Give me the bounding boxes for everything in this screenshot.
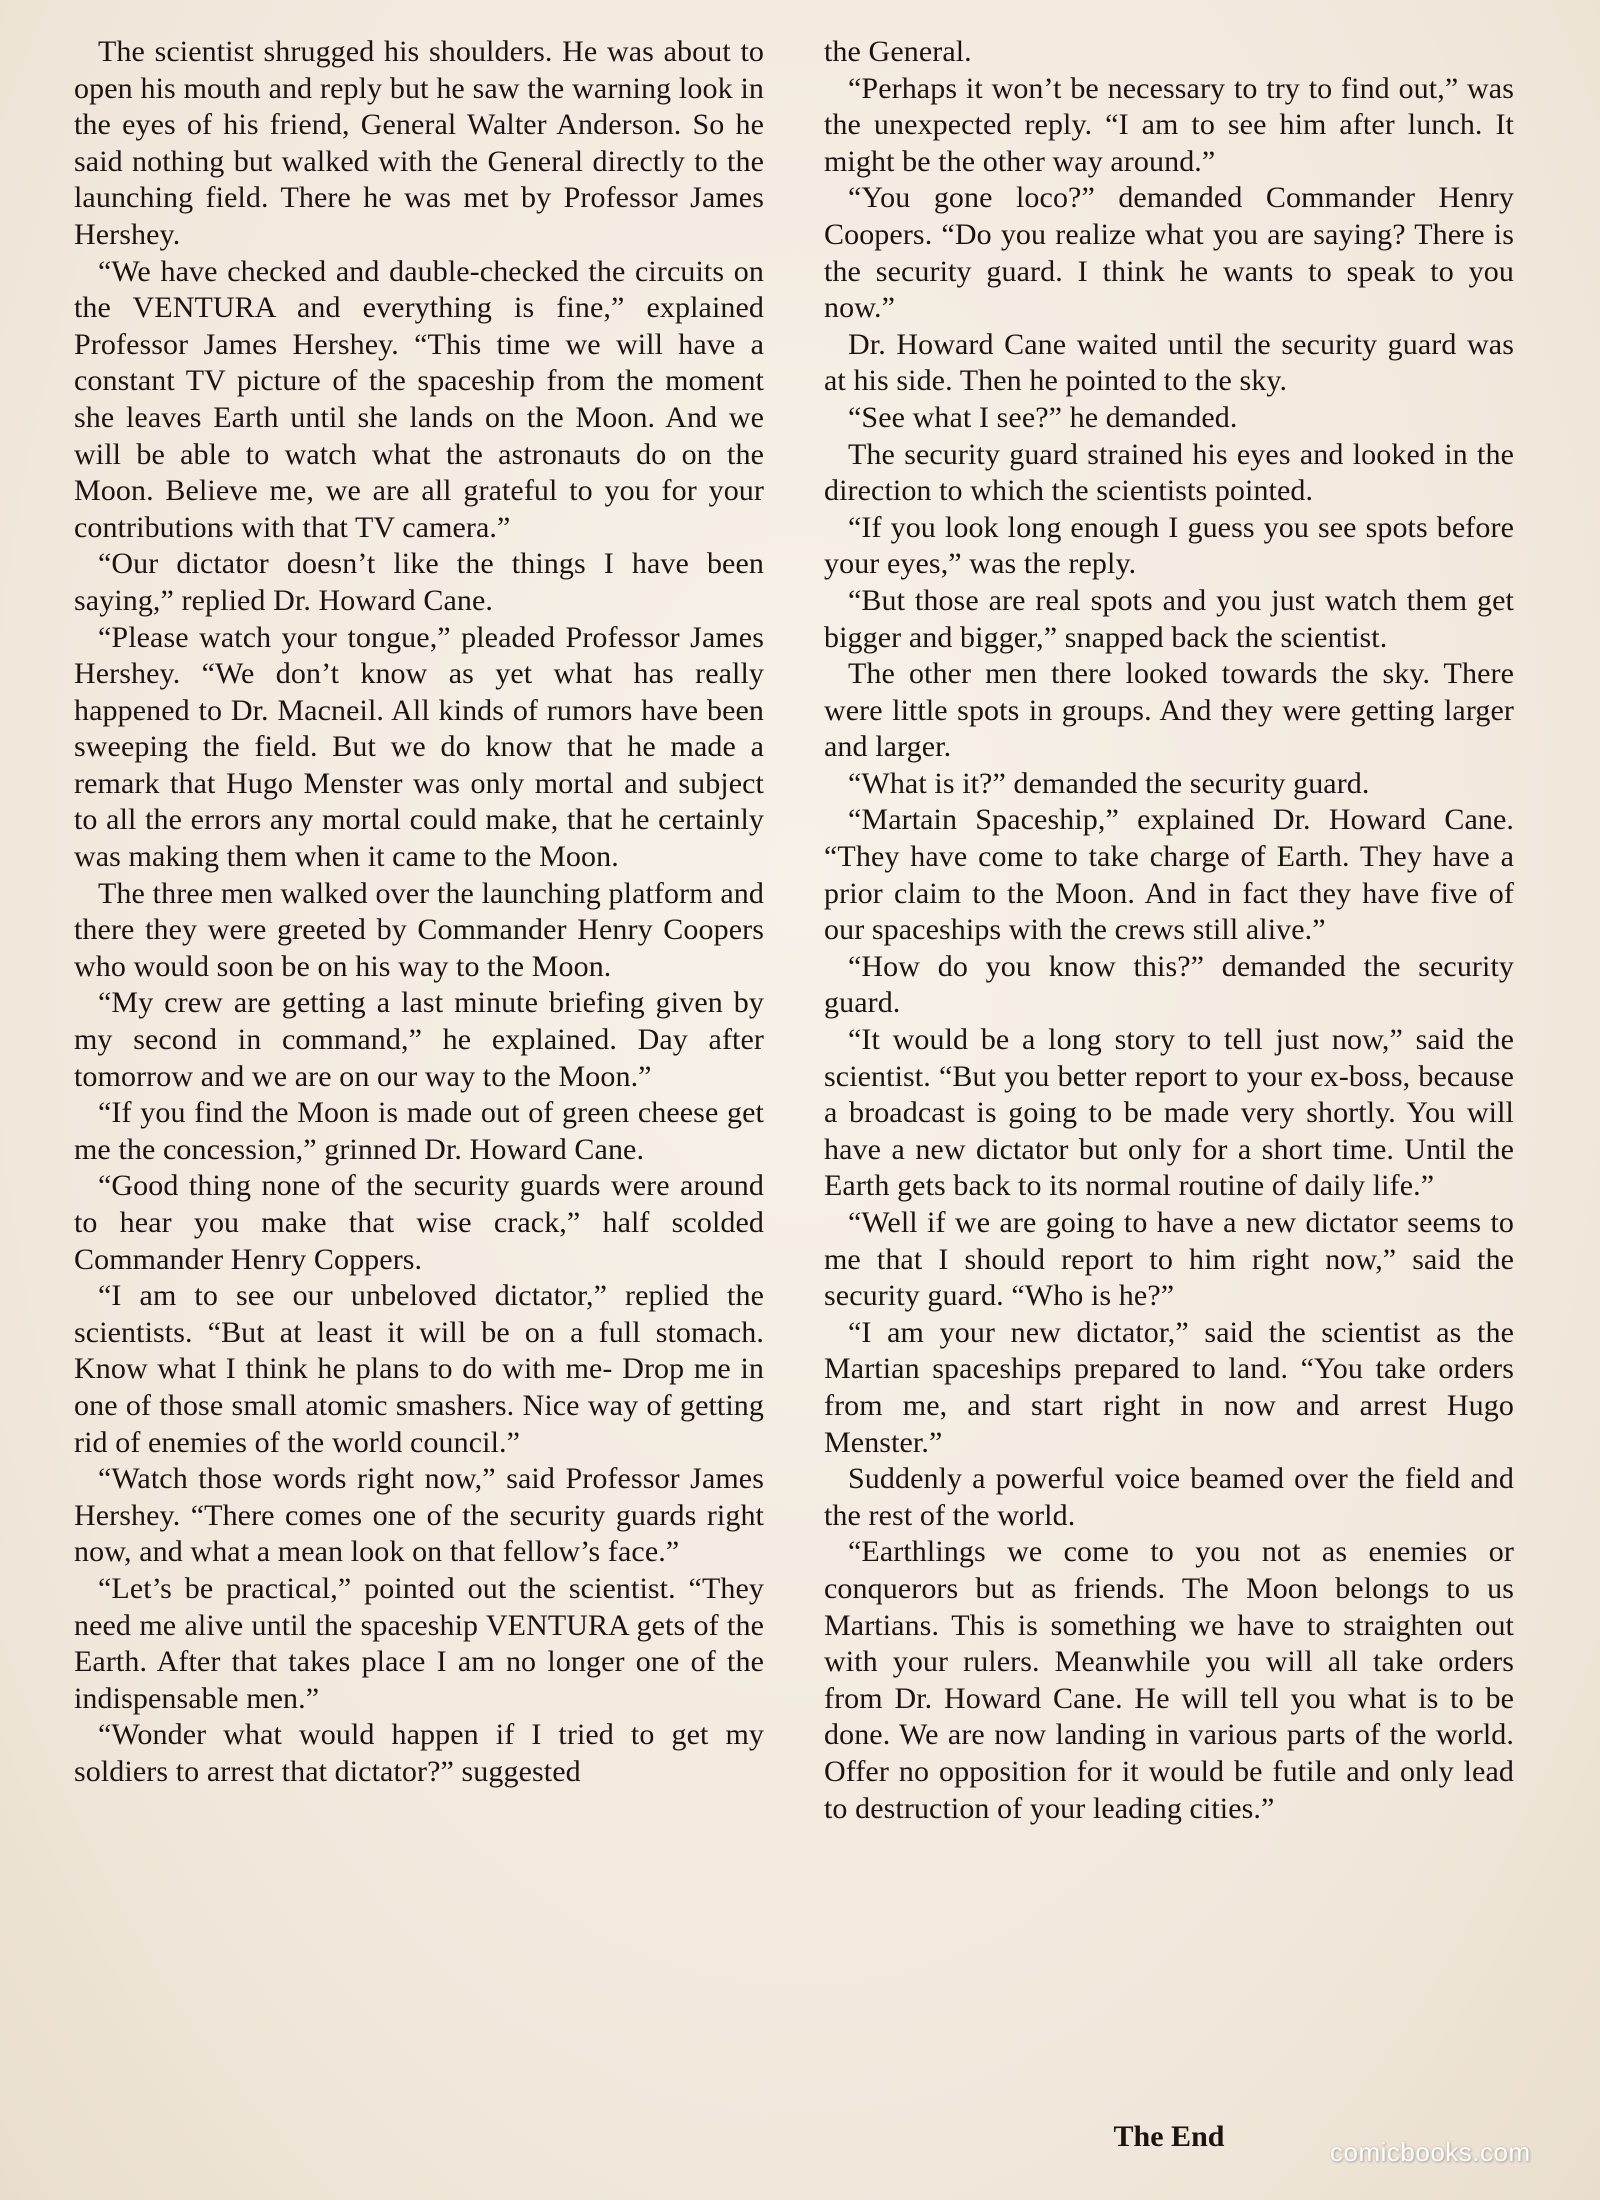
watermark: comicbooks.com (1330, 2137, 1531, 2167)
story-paragraph: “Good thing none of the security guards were around to hear you make that wise crack,” half scolded Commander Henry Coppers. (74, 1169, 764, 1276)
story-paragraph: Dr. Howard Cane waited until the security guard was at his side. Then he pointed to the sky. (824, 327, 1514, 398)
story-paragraph: the General. (824, 35, 972, 68)
story-paragraph: The scientist shrugged his shoulders. He was about to open his mouth and reply but he saw the warning look in the eyes of his friend, General Walter Anderson. So he said nothing but walked with the General directly to the launching field. There he was met by Professor James Hershey. (74, 35, 764, 251)
story-paragraph: The security guard strained his eyes and looked in the direction to which the scientists pointed. (824, 437, 1514, 508)
story-paragraph: “Well if we are going to have a new dictator seems to me that I should report to him right now,” said the security guard. “Who is he?” (824, 1206, 1514, 1313)
story-paragraph: “Watch those words right now,” said Professor James Hershey. “There comes one of the security guards right now, and what a mean look on that fellow’s face.” (74, 1462, 764, 1569)
story-paragraph: “Earthlings we come to you not as enemies or conquerors but as friends. The Moon belongs to us Martians. This is something we have to straighten out with your rulers. Meanwhile you will all take orders from Dr. Howard Cane. He will tell you what is to be done. We are now landing in various parts of the world. Offer no opposition for it would be futile and only lead to destruction of your leading cities.” (824, 1535, 1514, 1825)
text-column-left (74, 34, 764, 1791)
story-paragraph: “I am to see our unbeloved dictator,” replied the scientists. “But at least it will be on a full stomach. Know what I think he plans to do with me- Drop me in one of those small atomic smashers. Nice way of getting rid of enemies of the world council.” (74, 1279, 764, 1459)
story-paragraph: “What is it?” demanded the security guard. (848, 766, 1370, 800)
story-paragraph: “It would be a long story to tell just now,” said the scientist. “But you better report to your ex-boss, because a broadcast is going to be made very shortly. You will have a new dictator but only for a short time. Until the Earth gets back to its normal routine of daily life.” (824, 1023, 1514, 1203)
story-paragraph: “Martain Spaceship,” explained Dr. Howard Cane. “They have come to take charge of Earth. They have a prior claim to the Moon. And in fact they have five of our spaceships with the crews still alive.” (824, 803, 1514, 947)
story-paragraph: “But those are real spots and you just watch them get bigger and bigger,” snapped back the scientist. (824, 583, 1514, 654)
story-paragraph: The other men there looked towards the sky. There were little spots in groups. And they were getting larger and larger. (824, 657, 1514, 764)
story-paragraph: “Our dictator doesn’t like the things I have been saying,” replied Dr. Howard Cane. (74, 547, 764, 617)
story-paragraph: “Perhaps it won’t be necessary to try to find out,” was the unexpected reply. “I am to see him after lunch. It might be the other way around.” (824, 71, 1514, 178)
the-end-label: The End (1113, 2120, 1225, 2153)
story-paragraph: “See what I see?” he demanded. (848, 400, 1238, 434)
story-paragraph: “Please watch your tongue,” pleaded Professor James Hershey. “We don’t know as yet what has really happened to Dr. Macneil. All kinds of rumors have been sweeping the field. But we do know that he made a remark that Hugo Menster was only mortal and subject to all the errors any mortal could make, that he certainly was making them when it came to the Moon. (74, 620, 764, 874)
story-paragraph: “We have checked and dauble-checked the circuits on the VENTURA and everything is fine,” explained Professor James Hershey. “This time we will have a constant TV picture of the spaceship from the moment she leaves Earth until she lands on the Moon. And we will be able to watch what the astronauts do on the Moon. Believe me, we are all grateful to you for your contributions with that TV camera.” (74, 254, 764, 544)
story-paragraph: “You gone loco?” demanded Commander Henry Coopers. “Do you realize what you are saying? There is the security guard. I think he wants to speak to you now.” (824, 181, 1514, 325)
story-paragraph: “Wonder what would happen if I tried to get my soldiers to arrest that dictator?” suggested (74, 1718, 764, 1788)
story-paragraph: “If you look long enough I guess you see spots before your eyes,” was the reply. (824, 510, 1514, 581)
story-paragraph: “How do you know this?” demanded the security guard. (824, 949, 1514, 1020)
story-paragraph: “Let’s be practical,” pointed out the scientist. “They need me alive until the spaceship VENTURA gets of the Earth. After that takes place I am no longer one of the indispensable men.” (74, 1571, 764, 1715)
story-paragraph: “I am your new dictator,” said the scientist as the Martian spaceships prepared to land. “You take orders from me, and start right in now and arrest Hugo Menster.” (824, 1315, 1514, 1459)
text-column-right (824, 34, 1514, 1827)
story-paragraph: The three men walked over the launching platform and there they were greeted by Commander Henry Coopers who would soon be on his way to the Moon. (74, 876, 764, 983)
story-paragraph: Suddenly a powerful voice beamed over the field and the rest of the world. (824, 1462, 1514, 1532)
story-paragraph: “If you find the Moon is made out of green cheese get me the concession,” grinned Dr. Howard Cane. (74, 1096, 764, 1166)
story-paragraph: “My crew are getting a last minute briefing given by my second in command,” he explained. Day after tomorrow and we are on our way to the Moon.” (74, 986, 764, 1093)
